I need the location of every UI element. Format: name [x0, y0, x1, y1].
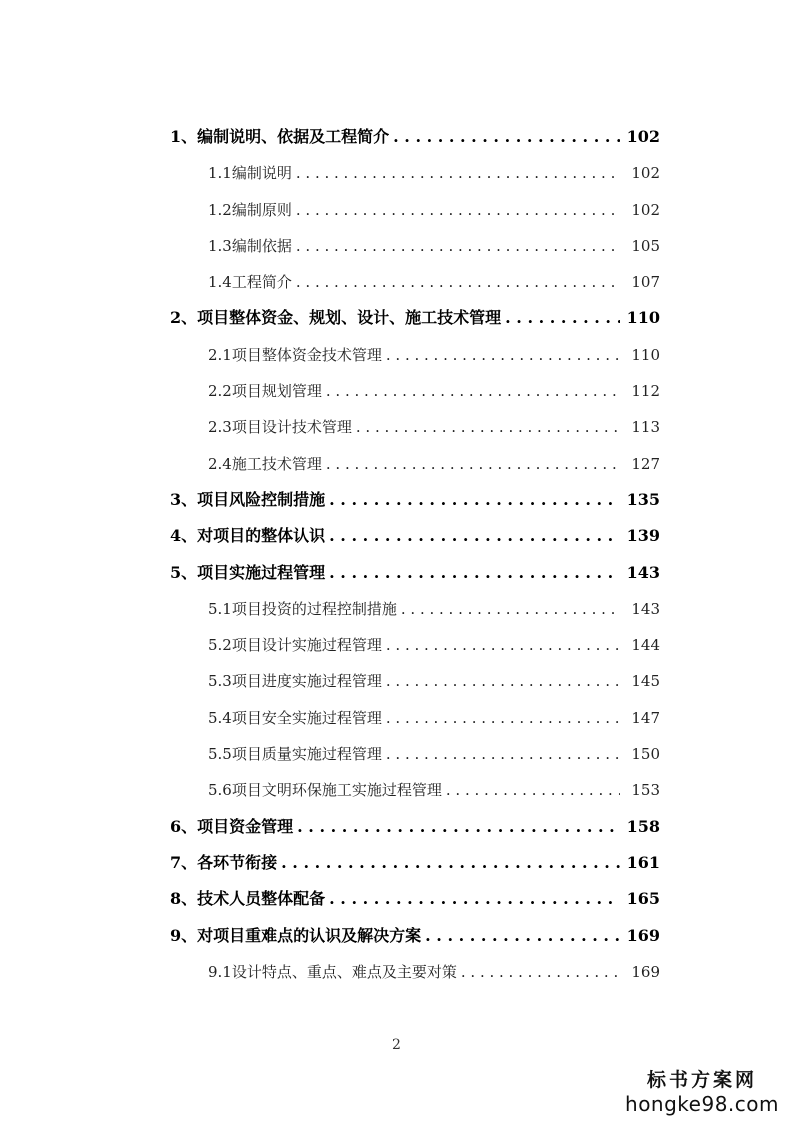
toc-dot-leader: [329, 518, 620, 554]
toc-entry-title: 项目规划管理: [231, 382, 322, 401]
toc-entry-number: 9、: [170, 925, 198, 945]
toc-chapter-entry[interactable]: [0, 845, 793, 881]
watermark-site-name: 标书方案网: [647, 1069, 758, 1091]
toc-chapter-entry[interactable]: [0, 555, 793, 591]
toc-dot-leader: [329, 482, 620, 518]
toc-section-entry[interactable]: [0, 337, 793, 373]
toc-entry-page: 169: [631, 962, 660, 981]
toc-entry-number: 1.2: [208, 200, 232, 219]
toc-section-entry[interactable]: [0, 663, 793, 699]
toc-entry-page: 112: [631, 382, 660, 401]
toc-entry-number: 5.3: [208, 672, 232, 691]
toc-entry-number: 2、: [170, 308, 198, 328]
toc-entry-title: 施工技术管理: [231, 454, 322, 473]
toc-chapter-entry[interactable]: [0, 119, 793, 155]
toc-dot-leader: [386, 700, 620, 736]
toc-entry-number: 5.6: [208, 781, 232, 800]
toc-entry-title: 编制原则: [231, 200, 292, 219]
table-of-contents: [0, 119, 793, 990]
toc-entry-title: 编制说明、依据及工程简介: [197, 127, 390, 146]
toc-entry-title: 项目进度实施过程管理: [231, 672, 382, 691]
toc-entry-page: 127: [631, 454, 660, 473]
toc-entry-number: 2.2: [208, 382, 232, 401]
toc-dot-leader: [296, 228, 620, 264]
toc-entry-page: 135: [626, 489, 660, 509]
toc-entry-title: 工程简介: [231, 273, 292, 292]
toc-entry-page: 110: [631, 345, 660, 364]
toc-dot-leader: [281, 845, 620, 881]
toc-dot-leader: [425, 918, 620, 954]
toc-entry-page: 102: [631, 164, 660, 183]
toc-entry-page: 165: [626, 889, 660, 909]
toc-entry-number: 4、: [170, 526, 198, 546]
toc-entry-title: 项目资金管理: [197, 816, 294, 836]
toc-entry-number: 2.1: [208, 345, 232, 364]
toc-dot-leader: [296, 264, 620, 300]
toc-entry-number: 5.4: [208, 708, 232, 727]
toc-entry-title: 项目实施过程管理: [197, 562, 326, 582]
toc-section-entry[interactable]: [0, 264, 793, 300]
toc-entry-number: 1.3: [208, 236, 232, 255]
toc-dot-leader: [505, 300, 620, 336]
toc-entry-title: 技术人员整体配备: [197, 889, 326, 909]
toc-entry-number: 1、: [170, 127, 198, 146]
toc-entry-title: 项目设计技术管理: [231, 418, 352, 437]
toc-entry-number: 9.1: [208, 962, 232, 981]
toc-entry-page: 144: [631, 636, 660, 655]
toc-entry-number: 2.4: [208, 454, 232, 473]
toc-entry-title: 设计特点、重点、难点及主要对策: [231, 962, 457, 981]
toc-entry-page: 107: [631, 273, 660, 292]
toc-entry-title: 编制依据: [231, 236, 292, 255]
toc-dot-leader: [446, 772, 620, 808]
toc-entry-number: 5.1: [208, 599, 232, 618]
toc-section-entry[interactable]: [0, 700, 793, 736]
toc-dot-leader: [401, 591, 620, 627]
toc-dot-leader: [326, 373, 620, 409]
toc-section-entry[interactable]: [0, 446, 793, 482]
toc-section-entry[interactable]: [0, 228, 793, 264]
toc-dot-leader: [297, 809, 620, 845]
toc-entry-page: 158: [626, 816, 660, 836]
toc-dot-leader: [386, 736, 620, 772]
toc-entry-number: 8、: [170, 889, 198, 909]
toc-entry-page: 102: [631, 200, 660, 219]
toc-section-entry[interactable]: [0, 373, 793, 409]
toc-entry-title: 项目整体资金、规划、设计、施工技术管理: [197, 308, 502, 328]
toc-entry-page: 139: [626, 526, 660, 546]
toc-chapter-entry[interactable]: [0, 300, 793, 336]
toc-section-entry[interactable]: [0, 772, 793, 808]
toc-dot-leader: [386, 663, 620, 699]
toc-entry-number: 5.5: [208, 745, 232, 764]
toc-entry-title: 项目整体资金技术管理: [231, 345, 382, 364]
toc-entry-page: 145: [631, 672, 660, 691]
toc-entry-number: 1.4: [208, 273, 232, 292]
toc-dot-leader: [329, 881, 620, 917]
toc-entry-number: 1.1: [208, 164, 232, 183]
toc-section-entry[interactable]: [0, 954, 793, 990]
toc-chapter-entry[interactable]: [0, 809, 793, 845]
toc-entry-title: 项目投资的过程控制措施: [231, 599, 397, 618]
toc-entry-page: 113: [631, 418, 660, 437]
toc-entry-title: 对项目重难点的认识及解决方案: [197, 925, 422, 945]
toc-dot-leader: [461, 954, 620, 990]
toc-dot-leader: [386, 627, 620, 663]
toc-section-entry[interactable]: [0, 192, 793, 228]
toc-entry-number: 3、: [170, 489, 198, 509]
toc-entry-number: 5.2: [208, 636, 232, 655]
toc-entry-title: 项目质量实施过程管理: [231, 745, 382, 764]
toc-section-entry[interactable]: [0, 591, 793, 627]
toc-entry-page: 143: [626, 562, 660, 582]
toc-entry-page: 110: [626, 308, 660, 328]
toc-section-entry[interactable]: [0, 409, 793, 445]
toc-entry-page: 169: [626, 925, 660, 945]
toc-entry-title: 项目设计实施过程管理: [231, 636, 382, 655]
toc-entry-page: 150: [631, 745, 660, 764]
toc-chapter-entry[interactable]: [0, 918, 793, 954]
page-number: 2: [392, 1037, 401, 1053]
toc-dot-leader: [326, 446, 620, 482]
toc-entry-page: 147: [631, 708, 660, 727]
toc-entry-title: 项目风险控制措施: [197, 489, 326, 509]
watermark-url: hongke98.com: [625, 1092, 779, 1116]
toc-section-entry[interactable]: [0, 155, 793, 191]
toc-entry-number: 7、: [170, 852, 198, 872]
toc-entry-page: 105: [631, 236, 660, 255]
toc-entry-page: 143: [631, 599, 660, 618]
toc-section-entry[interactable]: [0, 627, 793, 663]
toc-entry-title: 各环节衔接: [197, 852, 278, 872]
toc-dot-leader: [393, 119, 620, 155]
toc-dot-leader: [386, 337, 620, 373]
toc-chapter-entry[interactable]: [0, 518, 793, 554]
toc-chapter-entry[interactable]: [0, 881, 793, 917]
watermark-logo: [625, 1065, 779, 1116]
toc-dot-leader: [296, 155, 620, 191]
toc-entry-page: 102: [626, 127, 660, 146]
toc-chapter-entry[interactable]: [0, 482, 793, 518]
toc-entry-title: 对项目的整体认识: [197, 526, 326, 546]
toc-entry-number: 2.3: [208, 418, 232, 437]
toc-section-entry[interactable]: [0, 736, 793, 772]
toc-dot-leader: [356, 409, 620, 445]
toc-entry-number: 5、: [170, 562, 198, 582]
toc-entry-page: 161: [626, 852, 660, 872]
toc-dot-leader: [329, 555, 620, 591]
toc-entry-title: 项目安全实施过程管理: [231, 708, 382, 727]
toc-dot-leader: [296, 192, 620, 228]
toc-entry-page: 153: [631, 781, 660, 800]
toc-entry-title: 项目文明环保施工实施过程管理: [231, 781, 442, 800]
toc-entry-title: 编制说明: [231, 164, 292, 183]
toc-entry-number: 6、: [170, 816, 198, 836]
